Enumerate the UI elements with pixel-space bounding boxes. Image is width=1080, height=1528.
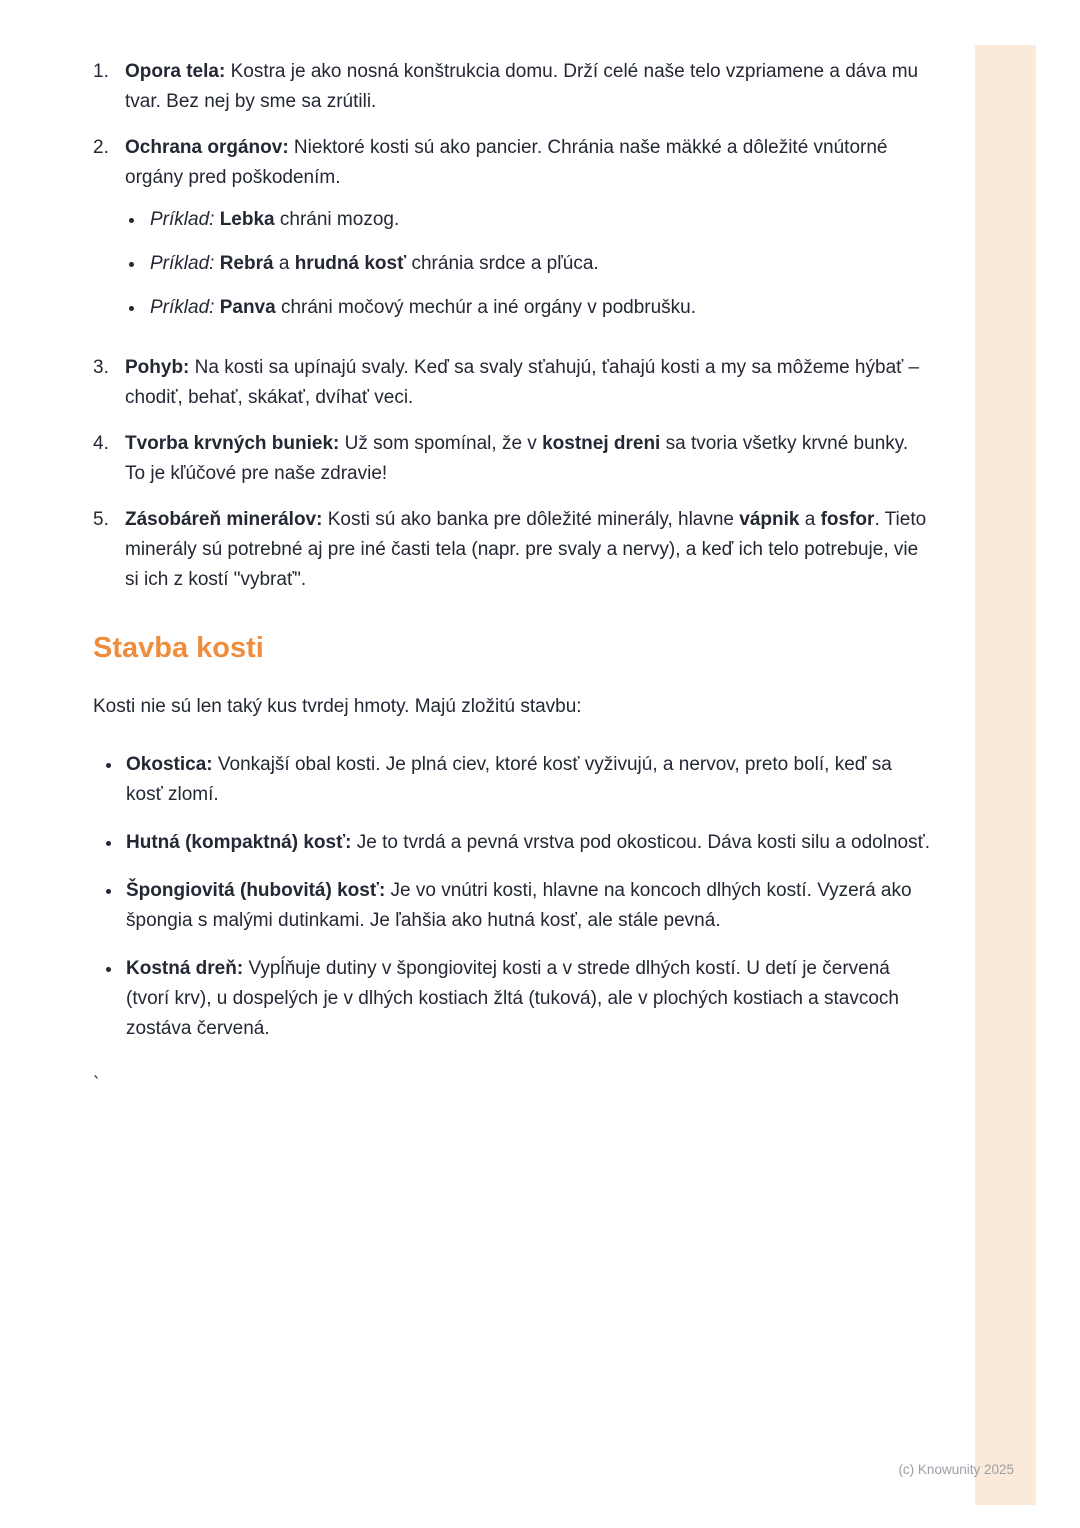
list-item-text: Zásobáreň minerálov: Kosti sú ako banka pre dôležité minerály, hlavne vápnik a fosfor. Tieto minerály sú potrebné aj pre iné časti tela (napr. pre svaly a nervy), a keď ich telo potrebuje, vie si ich z kostí "vybrať". [125, 509, 927, 590]
stray-backtick-character: ` [93, 1074, 100, 1095]
bullet-item-hutna-kost [123, 828, 930, 858]
list-item-text: Opora tela: Kostra je ako nosná konštrukcia domu. Drží celé naše telo vzpriamene a dáva mu tvar. Bez nej by sme sa zrútili. [125, 61, 919, 112]
list-item-text [125, 133, 930, 337]
bone-structure-list [93, 750, 930, 1044]
example-text: Príklad: Rebrá a hrudná kosť chránia srdce a pľúca. [150, 253, 599, 274]
bullet-text: Hutná (kompaktná) kosť: Je to tvrdá a pevná vrstva pod okosticou. Dáva kosti silu a odolnosť. [126, 832, 931, 853]
list-item-opora-tela [93, 57, 930, 117]
example-item [146, 249, 930, 279]
footer-credit: (c) Knowunity 2025 [898, 1462, 1014, 1477]
list-item-number: 1. [93, 61, 109, 82]
list-item-number: 5. [93, 509, 109, 530]
section-heading-stavba-kosti: Stavba kosti [93, 632, 264, 664]
list-item-lead: Ochrana orgánov: Niektoré kosti sú ako pancier. Chránia naše mäkké a dôležité vnútorné orgány pred poškodením. [125, 137, 888, 188]
example-item [146, 293, 930, 323]
list-item-number: 3. [93, 357, 109, 378]
bullet-text: Špongiovitá (hubovitá) kosť: Je vo vnútri kosti, hlavne na koncoch dlhých kostí. Vyzerá ako špongia s malými dutinkami. Je ľahšia ako hutná kosť, ale stále pevná. [126, 880, 912, 931]
bullet-text: Kostná dreň: Vypĺňuje dutiny v špongiovitej kosti a v strede dlhých kostí. U detí je červená (tvorí krv), u dospelých je v dlhých kostiach žltá (tuková), ale v plochých kostiach a stavcoch zostáva červená. [126, 958, 899, 1039]
list-item-tvorba-krvnych-buniek [93, 429, 930, 489]
bullet-item-spongiovita-kost [123, 876, 930, 936]
bone-functions-list [93, 57, 930, 595]
list-item-ochrana-organov [93, 133, 930, 337]
bullet-item-kostna-dren [123, 954, 930, 1044]
example-text: Príklad: Panva chráni močový mechúr a iné orgány v podbrušku. [150, 297, 697, 318]
bullet-item-okostica [123, 750, 930, 810]
list-item-number: 4. [93, 433, 109, 454]
example-text: Príklad: Lebka chráni mozog. [150, 209, 400, 230]
example-item [146, 205, 930, 235]
examples-list [125, 205, 930, 323]
list-item-text: Pohyb: Na kosti sa upínajú svaly. Keď sa svaly sťahujú, ťahajú kosti a my sa môžeme hýbať – chodiť, behať, skákať, dvíhať veci. [125, 357, 920, 408]
list-item-zasobaren-mineralov [93, 505, 930, 595]
intro-paragraph: Kosti nie sú len taký kus tvrdej hmoty. Majú zložitú stavbu: [93, 696, 582, 717]
list-item-pohyb [93, 353, 930, 413]
bullet-text: Okostica: Vonkajší obal kosti. Je plná ciev, ktoré kosť vyživujú, a nervov, preto bolí, keď sa kosť zlomí. [126, 754, 892, 805]
list-item-number: 2. [93, 137, 109, 158]
list-item-text: Tvorba krvných buniek: Už som spomínal, že v kostnej dreni sa tvoria všetky krvné bunky. To je kľúčové pre naše zdravie! [125, 433, 909, 484]
